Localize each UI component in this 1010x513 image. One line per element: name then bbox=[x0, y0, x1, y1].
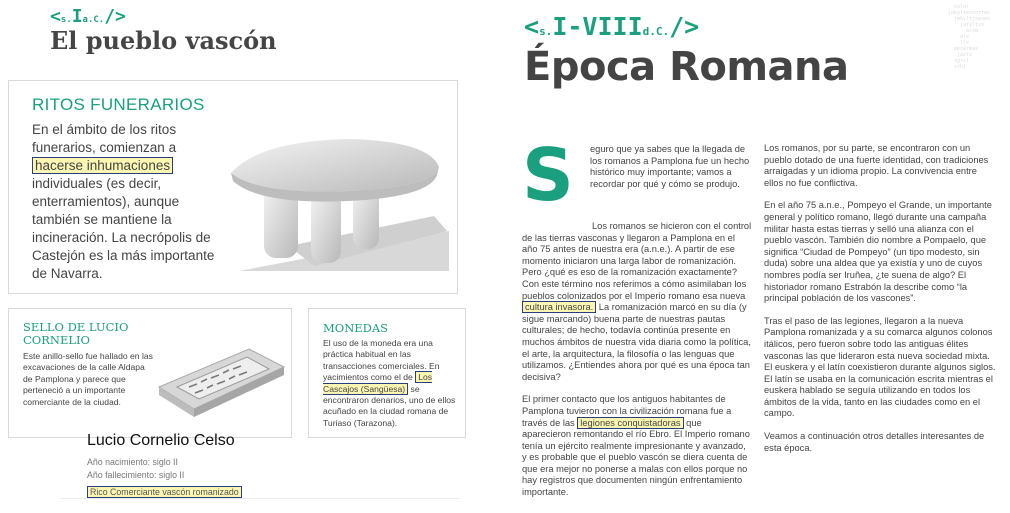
col2-paragraph-1: Los romanos, por su parte, se encontraron con un pueblo dotado de una fuerte identidad, con tradiciones arraigadas y un idioma propio. La convivencia entre ellos no fue conflictiva. bbox=[764, 143, 989, 188]
drop-cap: S bbox=[522, 133, 574, 217]
ritos-text: En el ámbito de los ritos funerarios, comienzan a hacerse inhumaciones individuales (es decir, enterramientos), aunque también se mantiene la incineración. La necrópolis de Castejón es la más importante de Navarra. bbox=[32, 122, 215, 281]
dolmen-illustration bbox=[219, 121, 449, 271]
era-post: d.C. bbox=[642, 25, 670, 38]
monedas-box bbox=[308, 308, 466, 438]
highlight-inhumaciones: hacerse inhumaciones bbox=[32, 157, 173, 174]
left-page bbox=[0, 0, 478, 513]
code-watermark: color jokyltexcorrec jmkyltjxesex jatyltxx acxm alx llx decermax jaztx xgrvl xthj bbox=[948, 4, 991, 70]
right-page-title: Época Romana bbox=[524, 44, 849, 90]
highlight-cascajos: Los Cascajos (Sangüesa) bbox=[323, 372, 433, 394]
sello-box bbox=[8, 308, 292, 438]
person-caption bbox=[87, 432, 287, 500]
divider bbox=[60, 498, 460, 499]
sello-title: SELLO DE LUCIO CORNELIO bbox=[23, 320, 129, 347]
era-close: /> bbox=[104, 6, 126, 27]
era-open: < bbox=[50, 6, 61, 27]
col1-paragraph-1: eguro que ya sabes que la llegada de los romanos a Pamplona fue un hecho histórico muy importante; vamos a recordar por qué y cómo se produjo. bbox=[590, 144, 750, 189]
era-close: /> bbox=[669, 12, 700, 41]
col1-paragraph-3: El primer contacto que los antiguos habitantes de Pamplona tuvieron con la civilización romana fue a través de las legiones conquistadoras que aparecieron remontando el río Ebro. El Imperio romano tenía un ejército realmente impresionante y avanzado, y es probable que el pueblo vascón se diera cuenta de que era mejor no ponerse a malas con ellos porque no hay registros que documenten ningún enfrentamiento importante. bbox=[522, 394, 750, 498]
monedas-title: MONEDAS bbox=[323, 321, 389, 335]
col2-paragraph-3: Tras el paso de las legiones, llegaron a la nueva Pamplona romanizada y a su comarca algunos colonos itálicos, pero fueron sobre todo las antiguas élites vasconas las que lideraron esta nueva sociedad mixta. El euskera y el latín coexistieron durante algunos siglos. El latín se usaba en la comunicación escrita mientras el euskera hablado se seguía utilizando en todos los ámbitos de la vida, tanto en las ciudades como en el campo. bbox=[764, 315, 996, 419]
death-year: Año fallecimiento: siglo II bbox=[87, 470, 185, 480]
highlight-legiones: legiones conquistadoras bbox=[577, 417, 683, 429]
person-role-highlight: Rico Comerciante vascón romanizado bbox=[87, 486, 242, 498]
ring-seal-illustration bbox=[149, 337, 289, 417]
era-tag-right bbox=[524, 12, 699, 41]
era-main: I-VIII bbox=[552, 12, 643, 41]
monedas-text: El uso de la moneda era una práctica habitual en las transacciones comerciales. En yacimientos como el de Los Cascajos (Sangüesa) se encontraron denarios, uno de ellos acuñado en la ciudad romana de Turiaso (Tarazona). bbox=[323, 338, 456, 428]
article-column-2 bbox=[764, 143, 996, 465]
era-pre: s. bbox=[60, 15, 72, 25]
ritos-title: RITOS FUNERARIOS bbox=[32, 95, 205, 114]
person-name: Lucio Cornelio Celso bbox=[87, 432, 235, 449]
era-open: < bbox=[524, 12, 540, 41]
era-main: I bbox=[71, 6, 83, 27]
era-post: a.C. bbox=[82, 15, 105, 25]
col2-paragraph-4: Veamos a continuación otros detalles interesantes de esta época. bbox=[764, 431, 985, 453]
article-column-1 bbox=[522, 133, 752, 510]
birth-year: Año nacimiento: siglo II bbox=[87, 457, 178, 467]
ritos-funerarios-box bbox=[8, 80, 458, 294]
right-page bbox=[478, 0, 1010, 513]
col1-paragraph-2: Los romanos se hicieron con el control de las tierras vasconas y llegaron a Pamplona en el año 75 antes de nuestra era (a.n.e.). A partir de ese momento iniciaron una larga labor de romanización. Pero ¿qué es eso de la romanización exactamente? Con este término nos referimos a cómo asimilaban los pueblos colonizados por el Imperio romano esa nueva cultura invasora. La romanización marcó en su día (y sigue marcando) buena parte de nuestras pautas culturales; de hecho, todavía continúa presente en muchos ámbitos de nuestra vida diaria como la política, el arte, la arquitectura, la filosofía o las lenguas que utilizamos. ¿Entiendes ahora por qué es una época tan decisiva? bbox=[522, 221, 752, 382]
col2-paragraph-2: En el año 75 a.n.e., Pompeyo el Grande, un importante general y político romano, llegó durante una campaña militar hasta estas tierras y selló una alianza con el pueblo vascón. También dio nombre a Pompaelo, que significa “Ciudad de Pompeyo” (un tipo modesto, sin duda) sobre una aldea que ya existía y uno de cuyos nombres podía ser Iruñea, ¿te suena de algo? El historiador romano Estrabón la describe como “la principal población de los vascones”. bbox=[764, 200, 992, 304]
left-page-title: El pueblo vascón bbox=[50, 26, 277, 55]
sello-text: Este anillo-sello fue hallado en las excavaciones de la calle Aldapa de Pamplona y parece que perteneció a un importante comerciante de la ciudad. bbox=[23, 351, 153, 407]
highlight-cultura-invasora: cultura invasora. bbox=[522, 301, 596, 313]
era-tag-left bbox=[50, 6, 126, 27]
era-pre: s. bbox=[539, 25, 553, 38]
